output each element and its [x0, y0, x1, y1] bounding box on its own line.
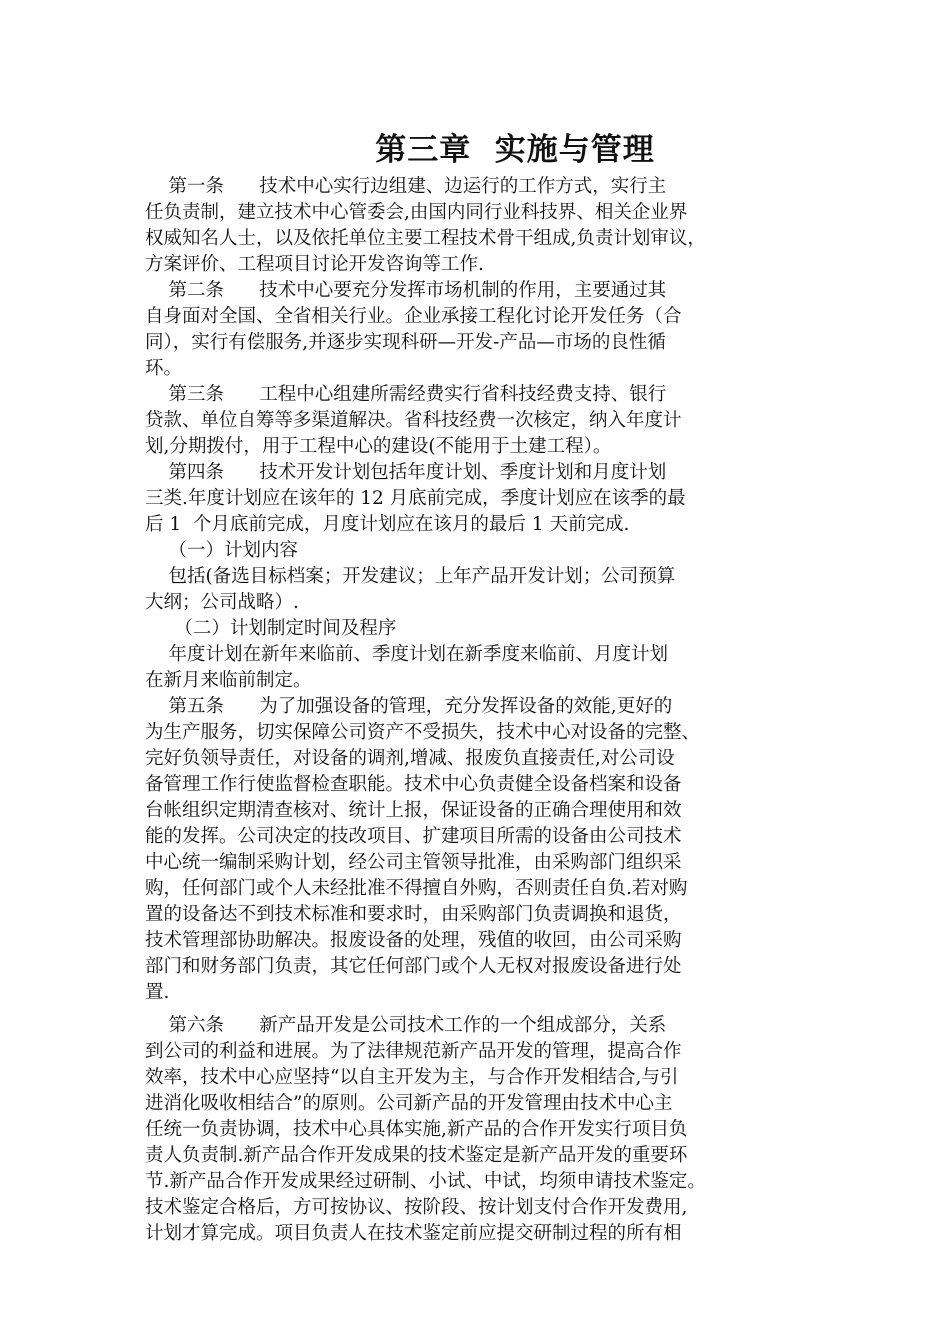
text-line: 完好负领导责任，对设备的调剂,增减、报废负直接责任,对公司设 [145, 748, 675, 769]
text-line: 第五条 为了加强设备的管理，充分发挥设备的效能,更好的 [145, 696, 673, 717]
text-line: 能的发挥。公司决定的技改项目、扩建项目所需的设备由公司技术 [145, 826, 682, 847]
text-line: 同），实行有偿服务,并逐步实现科研—开发-产品—市场的良性循 [145, 332, 666, 353]
text-line: 进消化吸收相结合”的原则。公司新产品的开发管理由技术中心主 [145, 1093, 673, 1114]
text-line: 自身面对全国、全省相关行业。企业承接工程化讨论开发任务（合 [145, 306, 682, 327]
document-body [145, 174, 817, 1247]
text-line: 第四条 技术开发计划包括年度计划、季度计划和月度计划 [145, 462, 667, 483]
text-line: 大纲；公司战略）. [145, 592, 299, 613]
text-line: 包括(备选目标档案；开发建议；上年产品开发计划；公司预算 [145, 566, 676, 587]
text-line: 中心统一编制采购计划，经公司主管领导批准，由采购部门组织采 [145, 852, 682, 873]
text-line: 技术管理部协助解决。报废设备的处理，残值的收回，由公司采购 [145, 930, 682, 951]
text-line: （二）计划制定时间及程序 [145, 618, 397, 639]
text-line: 效率，技术中心应坚持“以自主开发为主，与合作开发相结合,与引 [145, 1067, 679, 1088]
text-line: 节.新产品合作开发成果经过研制、小试、中试，均须申请技术鉴定。 [145, 1171, 706, 1192]
text-line: 第三条 工程中心组建所需经费实行省科技经费支持、银行 [145, 384, 667, 405]
text-line: 后 1 个月底前完成，月度计划应在该月的最后 1 天前完成. [145, 514, 630, 535]
text-line: 到公司的利益和进展。为了法律规范新产品开发的管理，提高合作 [145, 1041, 682, 1062]
text-line: 划,分期拨付，用于工程中心的建设(不能用于土建工程）。 [145, 436, 612, 457]
text-line: 技术鉴定合格后，方可按协议、按阶段、按计划支付合作开发费用, [145, 1197, 688, 1218]
text-line: 在新月来临前制定。 [145, 670, 312, 691]
text-line: 部门和财务部门负责，其它任何部门或个人无权对报废设备进行处 [145, 956, 682, 977]
text-line: 权威知名人士，以及依托单位主要工程技术骨干组成,负责计划审议， [145, 228, 706, 249]
text-line: 第二条 技术中心要充分发挥市场机制的作用，主要通过其 [145, 280, 667, 301]
page-title: 第三章 实施与管理 [375, 132, 655, 168]
text-line: 任统一负责协调，技术中心具体实施,新产品的合作开发实行项目负 [145, 1119, 688, 1140]
text-line: 任负责制，建立技术中心管委会,由国内同行业科技界、相关企业界 [145, 202, 688, 223]
text-line: 置. [145, 982, 170, 1003]
text-line: 方案评价、工程项目讨论开发咨询等工作. [145, 254, 484, 275]
text-line: 备管理工作行使监督检查职能。技术中心负责健全设备档案和设备 [145, 774, 682, 795]
text-line: 计划才算完成。项目负责人在技术鉴定前应提交研制过程的所有相 [145, 1223, 682, 1244]
text-line: （一）计划内容 [145, 540, 299, 561]
text-line: 第一条 技术中心实行边组建、边运行的工作方式，实行主 [145, 176, 667, 197]
text-line: 置的设备达不到技术标准和要求时，由采购部门负责调换和退货， [145, 904, 682, 925]
text-line: 为生产服务，切实保障公司资产不受损失，技术中心对设备的完整、 [145, 722, 701, 743]
text-line: 台帐组织定期清查核对、统计上报，保证设备的正确合理使用和效 [145, 800, 682, 821]
text-line: 贷款、单位自筹等多渠道解决。省科技经费一次核定，纳入年度计 [145, 410, 682, 431]
text-line: 责人负责制.新产品合作开发成果的技术鉴定是新产品开发的重要环 [145, 1145, 688, 1166]
text-line: 第六条 新产品开发是公司技术工作的一个组成部分，关系 [145, 1015, 667, 1036]
paragraph-gap [145, 1006, 817, 1013]
text-line: 购，任何部门或个人未经批准不得擅自外购，否则责任自负.若对购 [145, 878, 688, 899]
text-line: 年度计划在新年来临前、季度计划在新季度来临前、月度计划 [145, 644, 669, 665]
text-line: 环。 [145, 358, 183, 379]
text-line: 三类.年度计划应在该年的 12 月底前完成，季度计划应在该季的最 [145, 488, 686, 509]
